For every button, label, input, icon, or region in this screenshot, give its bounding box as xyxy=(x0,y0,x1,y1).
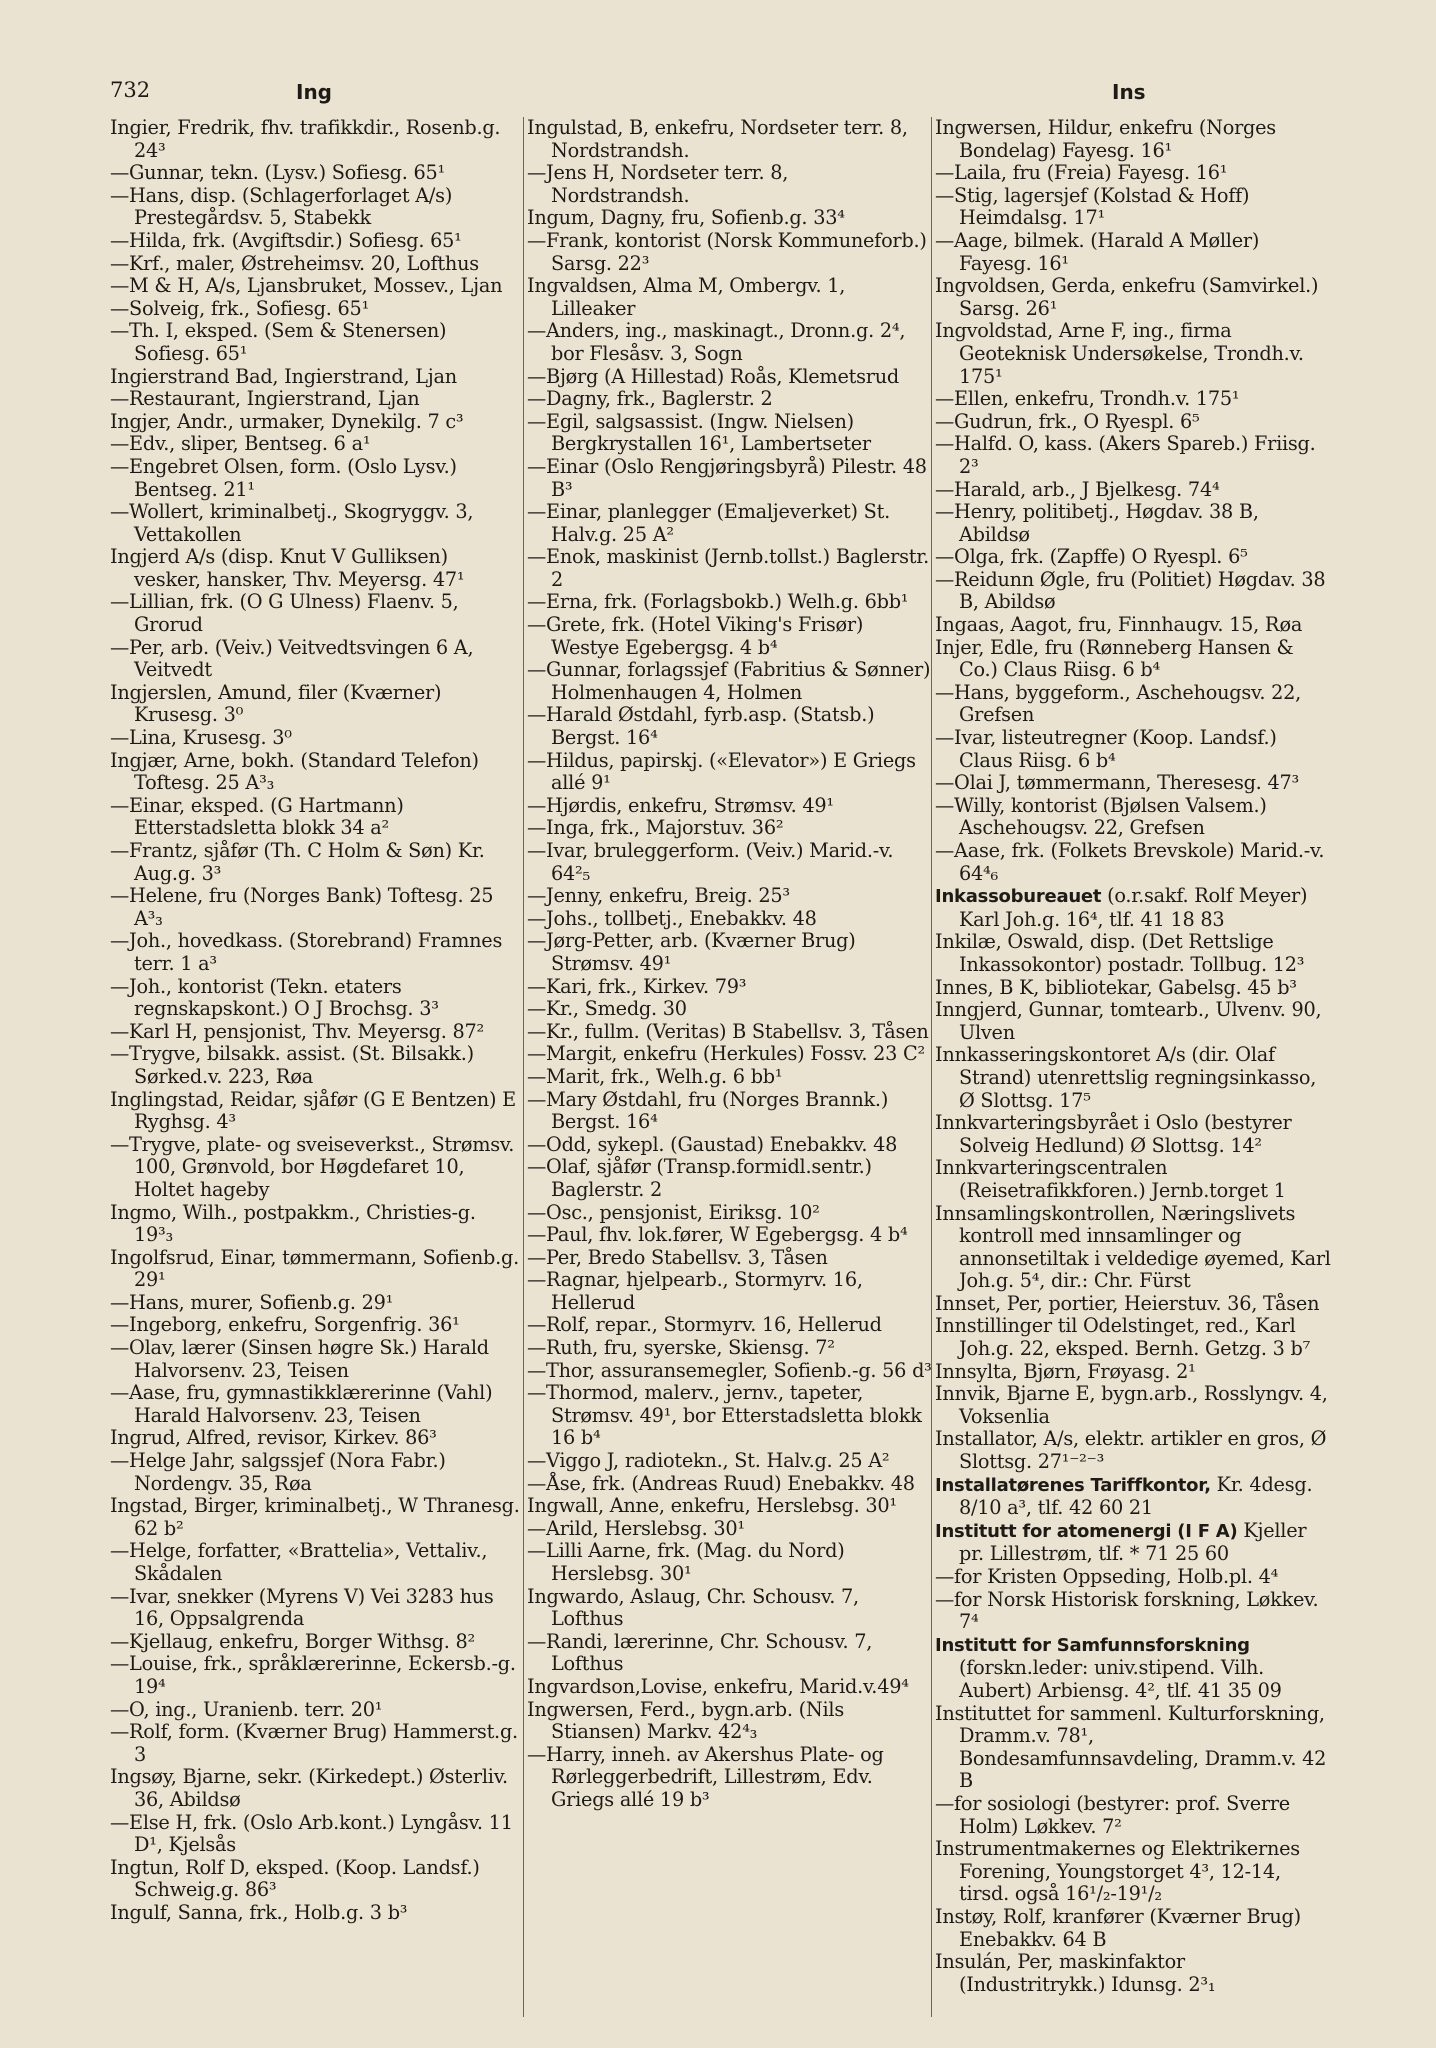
entry-text: Innes, B K, bibliotekar, Gabelsg. 45 b³ xyxy=(935,975,1297,999)
directory-entry xyxy=(527,501,932,546)
entry-text: Installator, A/s, elektr. artikler en gros, Ø Slottsg. 27¹⁻²⁻³ xyxy=(935,1427,1327,1474)
directory-entry xyxy=(935,230,1335,275)
entry-text: —Einar, planlegger (Emaljeverket) St. Halv.g. 25 A² xyxy=(527,500,891,546)
directory-entry xyxy=(527,976,932,999)
directory-entry xyxy=(110,546,520,591)
directory-entry xyxy=(935,185,1335,230)
directory-column-3 xyxy=(931,117,1335,2017)
directory-entry xyxy=(527,366,932,389)
directory-entry xyxy=(527,1043,932,1066)
entry-text: —Gunnar, forlagssjef (Fabritius & Sønner) Holmenhaugen 4, Holmen xyxy=(527,658,931,704)
directory-entry xyxy=(527,1269,932,1314)
entry-text: —Trygve, plate- og sveiseverkst., Strømsv. 100, Grønvold, bor Høgdefaret 10, Holtet hageby xyxy=(110,1132,515,1201)
directory-entry xyxy=(110,162,520,185)
entry-text: Ingvaldsen, Alma M, Ombergv. 1, Lilleaker xyxy=(527,274,846,320)
directory-entry xyxy=(110,185,520,230)
entry-text: —Rolf, form. (Kværner Brug) Hammerst.g. 3 xyxy=(110,1720,518,1766)
directory-column-2 xyxy=(523,117,932,2017)
entry-text: —Hilda, frk. (Avgiftsdir.) Sofiesg. 65¹ xyxy=(110,228,462,252)
page-header xyxy=(0,78,1436,108)
directory-entry xyxy=(110,1247,520,1292)
directory-entry xyxy=(110,1902,520,1925)
directory-entry xyxy=(935,885,1335,931)
directory-entry xyxy=(527,230,932,275)
entry-text: —Olai J, tømmermann, Theresesg. 47³ xyxy=(935,771,1299,795)
directory-entry xyxy=(110,1721,520,1766)
directory-entry xyxy=(527,1631,932,1676)
directory-entry xyxy=(110,298,520,321)
entry-text: —Frank, kontorist (Norsk Kommuneforb.) Sarsg. 22³ xyxy=(527,228,927,275)
directory-entry xyxy=(110,1495,520,1540)
entry-text: —Aage, bilmek. (Harald A Møller) Fayesg. 16¹ xyxy=(935,228,1260,275)
directory-entry xyxy=(935,1428,1335,1473)
entry-text: —Joh., kontorist (Tekn. etaters regnskapskont.) O J Brochsg. 3³ xyxy=(110,974,439,1021)
entry-text: Insulán, Per, maskinfaktor (Industritrykk.) Idunsg. 2³₁ xyxy=(935,1950,1216,1996)
entry-text: Innkvarteringscentralen (Reisetrafikkforen.) Jernb.torget 1 xyxy=(935,1156,1286,1202)
entry-text: —Trygve, bilsakk. assist. (St. Bilsakk.) Sørked.v. 223, Røa xyxy=(110,1042,474,1088)
entry-text: Injer, Edle, fru (Rønneberg Hansen & Co.) Claus Riisg. 6 b⁴ xyxy=(935,635,1294,682)
entry-text: —Erna, frk. (Forlagsbokb.) Welh.g. 6bb¹ xyxy=(527,590,909,614)
entry-text: —Louise, frk., språklærerinne, Eckersb.-g. 19⁴ xyxy=(110,1652,516,1698)
directory-entry xyxy=(110,1382,520,1427)
directory-entry xyxy=(935,1315,1335,1360)
directory-entry xyxy=(110,366,520,389)
directory-entry xyxy=(110,1427,520,1450)
entry-text: —for Norsk Historisk forskning, Løkkev. 7⁴ xyxy=(935,1587,1319,1634)
entry-text: —Hjørdis, enkefru, Strømsv. 49¹ xyxy=(527,793,834,817)
directory-entry xyxy=(935,1383,1335,1428)
entry-text: —Solveig, frk., Sofiesg. 65¹ xyxy=(110,296,370,320)
entry-bold-name: Institutt for atomenergi (I F A) xyxy=(935,1520,1238,1542)
entry-text: —Bjørg (A Hillestad) Roås, Klemetsrud xyxy=(527,364,899,388)
directory-entry xyxy=(527,1518,932,1541)
entry-text: Innvik, Bjarne E, bygn.arb., Rosslyngv. 4, Voksenlia xyxy=(935,1382,1328,1428)
entry-text: —Helene, fru (Norges Bank) Toftesg. 25 A³₃ xyxy=(110,884,494,930)
entry-text: —Ivar, bruleggerform. (Veiv.) Marid.-v. 64²₅ xyxy=(527,839,894,885)
entry-text: —Thormod, malerv., jernv., tapeter, Strømsv. 49¹, bor Etterstadsletta blokk 16 b⁴ xyxy=(527,1381,922,1450)
entry-text: —Hans, disp. (Schlagerforlaget A/s) Prestegårdsv. 5, Stabekk xyxy=(110,183,453,230)
directory-entry xyxy=(527,998,932,1021)
directory-entry xyxy=(527,795,932,818)
directory-entry xyxy=(527,1473,932,1496)
entry-text: —Harald Østdahl, fyrb.asp. (Statsb.) Bergst. 16⁴ xyxy=(527,703,875,750)
directory-entry xyxy=(527,456,932,501)
directory-entry xyxy=(935,1906,1335,1951)
entry-text: —Gunnar, tekn. (Lysv.) Sofiesg. 65¹ xyxy=(110,161,446,185)
directory-entry xyxy=(110,388,520,411)
directory-entry xyxy=(110,411,520,434)
entry-text: —Reidunn Øgle, fru (Politiet) Høgdav. 38 B, Abildsø xyxy=(935,567,1326,614)
directory-entry xyxy=(527,1450,932,1473)
directory-entry xyxy=(527,704,932,749)
directory-entry xyxy=(527,1676,932,1699)
entry-text: —Arild, Herslebsg. 30¹ xyxy=(527,1516,745,1540)
entry-text: —Kr., Smedg. 30 xyxy=(527,997,687,1021)
directory-entry xyxy=(110,1314,520,1337)
directory-entry xyxy=(527,1540,932,1585)
directory-entry xyxy=(935,1203,1335,1293)
directory-entry xyxy=(110,885,520,930)
directory-entry xyxy=(110,1450,520,1495)
entry-text: —Else H, frk. (Oslo Arb.kont.) Lyngåsv. 11 D¹, Kjelsås xyxy=(110,1810,513,1857)
entry-text: —Krf., maler, Østreheimsv. 20, Lofthus xyxy=(110,251,479,275)
entry-text: —Johs., tollbetj., Enebakkv. 48 xyxy=(527,906,817,930)
directory-entry xyxy=(935,1044,1335,1112)
entry-text: Inglingstad, Reidar, sjåfør (G E Bentzen) E Ryghsg. 4³ xyxy=(110,1087,516,1134)
entry-text: —Thor, assuransemegler, Sofienb.-g. 56 d³ xyxy=(527,1358,932,1382)
directory-entry xyxy=(935,1566,1335,1589)
entry-text: —Harry, inneh. av Akershus Plate- og Rørleggerbedrift, Lillestrøm, Edv. Griegs allé 19 b³ xyxy=(527,1742,884,1811)
entry-text: —Dagny, frk., Baglerstr. 2 xyxy=(527,387,773,411)
entry-text: —Åse, frk. (Andreas Ruud) Enebakkv. 48 xyxy=(527,1471,915,1495)
entry-text: Ingwersen, Hildur, enkefru (Norges Bondelag) Fayesg. 16¹ xyxy=(935,117,1276,162)
entry-text: —Ellen, enkefru, Trondh.v. 175¹ xyxy=(935,387,1240,411)
directory-entry xyxy=(935,546,1335,569)
directory-entry xyxy=(935,1520,1335,1566)
entry-text: —Osc., pensjonist, Eiriksg. 10² xyxy=(527,1200,820,1224)
entry-text: —Karl H, pensjonist, Thv. Meyersg. 87² xyxy=(110,1019,484,1043)
directory-entry xyxy=(527,614,932,659)
entry-text: Inngjerd, Gunnar, tomtearb., Ulvenv. 90, Ulven xyxy=(935,998,1322,1044)
directory-entry xyxy=(527,817,932,840)
directory-entry xyxy=(527,1156,932,1201)
directory-entry xyxy=(110,1653,520,1698)
directory-entry xyxy=(935,433,1335,478)
directory-entry xyxy=(935,275,1335,320)
directory-entry xyxy=(110,117,520,162)
directory-entry xyxy=(110,1586,520,1631)
directory-entry xyxy=(527,1247,932,1270)
entry-text: —M & H, A/s, Ljansbruket, Mossev., Ljan xyxy=(110,274,503,298)
entry-text: —Margit, enkefru (Herkules) Fossv. 23 C² xyxy=(527,1042,925,1066)
entry-text: Innset, Per, portier, Heierstuv. 36, Tåsen xyxy=(935,1291,1320,1315)
directory-entry xyxy=(935,1293,1335,1316)
directory-entry xyxy=(110,682,520,727)
directory-entry xyxy=(527,1360,932,1383)
directory-entry xyxy=(110,501,520,546)
entry-text: —for sosiologi (bestyrer: prof. Sverre Holm) Løkkev. 7² xyxy=(935,1791,1290,1838)
directory-entry xyxy=(935,931,1335,976)
entry-text: Innsamlingskontrollen, Næringslivets kontroll med innsamlinger og annonsetiltak i veldedige øyemed, Karl Joh.g. 5⁴, dir.: Chr. Fürst xyxy=(935,1201,1331,1293)
entry-text: Ingvardson,Lovise, enkefru, Marid.v.49⁴ xyxy=(527,1674,909,1698)
directory-entry xyxy=(935,1474,1335,1520)
directory-entry xyxy=(110,1766,520,1811)
entry-text: —Einar, eksped. (G Hartmann) Etterstadsletta blokk 34 a² xyxy=(110,793,404,840)
directory-entry xyxy=(110,433,520,456)
directory-entry xyxy=(527,117,932,162)
directory-entry xyxy=(935,501,1335,546)
directory-entry xyxy=(935,479,1335,502)
directory-entry xyxy=(527,1021,932,1044)
entry-text: Ingjer, Andr., urmaker, Dynekilg. 7 c³ xyxy=(110,409,464,433)
entry-text: —Hans, byggeform., Aschehougsv. 22, Grefsen xyxy=(935,680,1302,727)
entry-text: —Restaurant, Ingierstrand, Ljan xyxy=(110,387,420,411)
running-head-last-word: Ins xyxy=(1112,80,1146,104)
entry-text: —Odd, sykepl. (Gaustad) Enebakkv. 48 xyxy=(527,1132,898,1156)
directory-entry xyxy=(527,546,932,591)
entry-text: —Kjellaug, enkefru, Borger Withsg. 8² xyxy=(110,1629,476,1653)
entry-text: —Harald, arb., J Bjelkesg. 74⁴ xyxy=(935,477,1220,501)
directory-entry xyxy=(527,930,932,975)
directory-entry xyxy=(110,976,520,1021)
entry-text: —Anders, ing., maskinagt., Dronn.g. 2⁴, bor Flesåsv. 3, Sogn xyxy=(527,319,906,365)
entry-text: Ingierstrand Bad, Ingierstrand, Ljan xyxy=(110,364,457,388)
directory-entry xyxy=(110,750,520,795)
directory-entry xyxy=(527,840,932,885)
directory-entry xyxy=(935,1703,1335,1793)
directory-entry xyxy=(935,840,1335,885)
entry-text: (forskn.leder: univ.stipend. Vilh. Aubert) Arbiensg. 4², tlf. 41 35 09 xyxy=(959,1656,1282,1702)
entry-text: —Randi, lærerinne, Chr. Schousv. 7, Lofthus xyxy=(527,1629,873,1676)
entry-text: Ingjerd A/s (disp. Knut V Gulliksen) vesker, hansker, Thv. Meyersg. 47¹ xyxy=(110,545,465,591)
entry-text: —Edv., sliper, Bentseg. 6 a¹ xyxy=(110,432,371,456)
directory-entry xyxy=(935,1634,1335,1703)
entry-text: Ingtun, Rolf D, eksped. (Koop. Landsf.) Schweig.g. 86³ xyxy=(110,1855,480,1902)
directory-entry xyxy=(527,275,932,320)
entry-text: —Rolf, repar., Stormyrv. 16, Hellerud xyxy=(527,1313,882,1337)
entry-text: —Marit, frk., Welh.g. 6 bb¹ xyxy=(527,1064,783,1088)
entry-text: —Wollert, kriminalbetj., Skogryggv. 3, Vettakollen xyxy=(110,500,474,546)
directory-entry xyxy=(527,1089,932,1134)
entry-text: —Aase, frk. (Folkets Brevskole) Marid.-v. 64⁴₆ xyxy=(935,839,1325,885)
entry-text: —Ivar, snekker (Myrens V) Vei 3283 hus 16, Oppsalgrenda xyxy=(110,1584,494,1631)
directory-entry xyxy=(110,1021,520,1044)
directory-entry xyxy=(935,1793,1335,1838)
entry-text: —Helge Jahr, salgssjef (Nora Fabr.) Nordengv. 35, Røa xyxy=(110,1449,446,1495)
entry-bold-name: Inkassobureauet xyxy=(935,886,1102,908)
directory-entry xyxy=(935,411,1335,434)
entry-text: —Olaf, sjåfør (Transp.formidl.sentr.) Baglerstr. 2 xyxy=(527,1155,872,1201)
directory-entry xyxy=(110,637,520,682)
entry-text: Ingulstad, B, enkefru, Nordseter terr. 8, Nordstrandsh. xyxy=(527,117,908,162)
entry-text: Ingjerslen, Amund, filer (Kværner) Krusesg. 3⁰ xyxy=(110,680,442,727)
entry-text: Ingwersen, Ferd., bygn.arb. (Nils Stiansen) Markv. 42⁴₃ xyxy=(527,1697,844,1744)
entry-text: —Grete, frk. (Hotel Viking's Frisør) Westye Egebergsg. 4 b⁴ xyxy=(527,613,864,659)
directory-entry xyxy=(527,659,932,704)
entry-text: —Jørg-Petter, arb. (Kværner Brug) Strømsv. 49¹ xyxy=(527,929,856,975)
entry-text: —Kari, frk., Kirkev. 79³ xyxy=(527,974,747,998)
directory-entry xyxy=(935,320,1335,388)
directory-entry xyxy=(935,1157,1335,1202)
entry-text: —Ingeborg, enkefru, Sorgenfrig. 36¹ xyxy=(110,1313,460,1337)
entry-text: —Ivar, listeutregner (Koop. Landsf.) Claus Riisg. 6 b⁴ xyxy=(935,726,1277,772)
entry-text: —Per, Bredo Stabellsv. 3, Tåsen xyxy=(527,1245,828,1269)
entry-text: —Lilli Aarne, frk. (Mag. du Nord) Herslebsg. 30¹ xyxy=(527,1539,845,1585)
directory-entry xyxy=(935,1838,1335,1906)
directory-entry xyxy=(935,727,1335,772)
entry-text: —Helge, forfatter, «Brattelia», Vettaliv., Skådalen xyxy=(110,1539,488,1585)
directory-entry xyxy=(527,1744,932,1812)
directory-entry xyxy=(527,1134,932,1157)
directory-entry xyxy=(935,117,1335,162)
entry-text: —Ruth, fru, syerske, Skiensg. 7² xyxy=(527,1336,835,1360)
directory-entry xyxy=(527,1314,932,1337)
directory-entry xyxy=(110,320,520,365)
entry-text: —Henry, politibetj., Høgdav. 38 B, Abildsø xyxy=(935,500,1259,546)
entry-text: Instituttet for sammenl. Kulturforskning, Dramm.v. 78¹, Bondesamfunnsavdeling, Dramm.v. 42 B xyxy=(935,1701,1327,1793)
entry-text: Ingstad, Birger, kriminalbetj., W Thranesg. 62 b² xyxy=(110,1494,520,1540)
entry-text: —Joh., hovedkass. (Storebrand) Framnes terr. 1 a³ xyxy=(110,929,503,975)
entry-text: Innkasseringskontoret A/s (dir. Olaf Strand) utenrettslig regningsinkasso, Ø Slottsg. 17⁵ xyxy=(935,1043,1317,1112)
entry-text: —Lillian, frk. (O G Ulness) Flaenv. 5, Grorud xyxy=(110,590,459,637)
running-head-first-word: Ing xyxy=(296,80,332,104)
entry-text: —Jens H, Nordseter terr. 8, Nordstrandsh. xyxy=(527,161,789,207)
entry-text: Ingier, Fredrik, fhv. trafikkdir., Rosenb.g. 24³ xyxy=(110,117,501,162)
directory-entry xyxy=(935,614,1335,637)
directory-entry xyxy=(110,253,520,276)
directory-entry xyxy=(110,1089,520,1134)
directory-entry xyxy=(110,727,520,750)
directory-entry xyxy=(527,162,932,207)
directory-entry xyxy=(935,999,1335,1044)
directory-entry xyxy=(527,1586,932,1631)
directory-entry xyxy=(935,569,1335,614)
directory-entry xyxy=(110,930,520,975)
directory-entry xyxy=(527,1066,932,1089)
entry-text: —O, ing., Uranienb. terr. 20¹ xyxy=(110,1697,383,1721)
entry-text: —Halfd. O, kass. (Akers Spareb.) Friisg. 2³ xyxy=(935,432,1316,478)
entry-text: Innstillinger til Odelstinget, red., Karl Joh.g. 22, eksped. Bernh. Getzg. 3 b⁷ xyxy=(935,1314,1311,1361)
entry-text: —Lina, Krusesg. 3⁰ xyxy=(110,726,292,750)
entry-text: Ingolfsrud, Einar, tømmermann, Sofienb.g. 29¹ xyxy=(110,1245,519,1292)
directory-entry xyxy=(527,1202,932,1225)
entry-text: —Frantz, sjåfør (Th. C Holm & Søn) Kr. Aug.g. 3³ xyxy=(110,839,485,885)
entry-text: —Einar (Oslo Rengjøringsbyrå) Pilestr. 48 B³ xyxy=(527,454,927,501)
directory-entry xyxy=(110,840,520,885)
entry-text: —Egil, salgsassist. (Ingw. Nielsen) Bergkrystallen 16¹, Lambertseter xyxy=(527,409,871,456)
directory-entry xyxy=(110,1812,520,1857)
entry-text: (o.r.sakf. Rolf Meyer) Karl Joh.g. 16⁴, tlf. 41 18 83 xyxy=(959,884,1308,931)
entry-text: —Th. I, eksped. (Sem & Stenersen) Sofiesg. 65¹ xyxy=(110,319,447,365)
directory-entry xyxy=(110,1540,520,1585)
entry-text: —Hans, murer, Sofienb.g. 29¹ xyxy=(110,1290,394,1314)
directory-entry xyxy=(110,1699,520,1722)
directory-entry xyxy=(935,1589,1335,1634)
entry-text: —Aase, fru, gymnastikklærerinne (Vahl) Harald Halvorsenv. 23, Teisen xyxy=(110,1381,493,1427)
page-number: 732 xyxy=(110,78,151,102)
entry-text: —Kr., fullm. (Veritas) B Stabellsv. 3, Tåsen xyxy=(527,1019,929,1043)
entry-text: —Per, arb. (Veiv.) Veitvedtsvingen 6 A, Veitvedt xyxy=(110,635,474,682)
directory-entry xyxy=(110,1134,520,1202)
entry-text: Ingum, Dagny, fru, Sofienb.g. 33⁴ xyxy=(527,206,845,230)
directory-entry xyxy=(527,591,932,614)
entry-text: —for Kristen Oppseding, Holb.pl. 4⁴ xyxy=(935,1565,1279,1588)
directory-entry xyxy=(110,795,520,840)
directory-entry xyxy=(527,1337,932,1360)
directory-entry xyxy=(110,230,520,253)
directory-entry xyxy=(527,1382,932,1450)
directory-entry xyxy=(527,1699,932,1744)
entry-text: Ingulf, Sanna, frk., Holb.g. 3 b³ xyxy=(110,1900,408,1924)
directory-entry xyxy=(527,750,932,795)
entry-text: Kr. 4desg. 8/10 a³, tlf. 42 60 21 xyxy=(959,1472,1313,1520)
directory-entry xyxy=(935,162,1335,185)
directory-entry xyxy=(527,207,932,230)
entry-text: Ingjær, Arne, bokh. (Standard Telefon) Toftesg. 25 A³₃ xyxy=(110,748,479,795)
entry-text: Ingwardo, Aslaug, Chr. Schousv. 7, Lofthus xyxy=(527,1584,859,1631)
directory-entry xyxy=(110,1202,520,1247)
entry-text: —Olav, lærer (Sinsen høgre Sk.) Harald Halvorsenv. 23, Teisen xyxy=(110,1336,489,1382)
entry-text: Innkvarteringsbyrået i Oslo (bestyrer Solveig Hedlund) Ø Slottsg. 14² xyxy=(935,1111,1292,1157)
entry-text: —Hildus, papirskj. («Elevator») E Griegs allé 9¹ xyxy=(527,748,916,795)
directory-entry xyxy=(527,908,932,931)
directory-entry xyxy=(935,388,1335,411)
entry-text: —Olga, frk. (Zapffe) O Ryespl. 6⁵ xyxy=(935,545,1248,569)
entry-text: Ingvoldstad, Arne F, ing., firma Geoteknisk Undersøkelse, Trondh.v. 175¹ xyxy=(935,319,1304,388)
directory-entry xyxy=(110,1631,520,1654)
directory-entry xyxy=(527,388,932,411)
directory-entry xyxy=(935,682,1335,727)
directory-entry xyxy=(527,411,932,456)
entry-text: —Gudrun, frk., O Ryespl. 6⁵ xyxy=(935,409,1200,433)
directory-column-1 xyxy=(110,117,520,2017)
entry-text: —Viggo J, radiotekn., St. Halv.g. 25 A² xyxy=(527,1449,890,1473)
entry-text: —Inga, frk., Majorstuv. 36² xyxy=(527,816,784,840)
entry-text: —Enok, maskinist (Jernb.tollst.) Baglerstr. 2 xyxy=(527,545,930,591)
entry-text: —Stig, lagersjef (Kolstad & Hoff) Heimdalsg. 17¹ xyxy=(935,183,1250,230)
entry-bold-name: Installatørenes Tariffkontor, xyxy=(935,1474,1211,1496)
entry-text: Ingaas, Aagot, fru, Finnhaugv. 15, Røa xyxy=(935,613,1303,637)
entry-text: Kjeller pr. Lillestrøm, tlf. * 71 25 60 xyxy=(959,1518,1307,1566)
directory-entry xyxy=(110,1292,520,1315)
entry-text: —Paul, fhv. lok.fører, W Egebergsg. 4 b⁴ xyxy=(527,1223,908,1247)
entry-text: Ingvoldsen, Gerda, enkefru (Samvirkel.) Sarsg. 26¹ xyxy=(935,274,1319,320)
directory-entry xyxy=(935,795,1335,840)
directory-entry xyxy=(527,885,932,908)
entry-text: —Jenny, enkefru, Breig. 25³ xyxy=(527,884,790,908)
entry-text: Ingmo, Wilh., postpakkm., Christies-g. 19³₃ xyxy=(110,1200,476,1247)
directory-entry xyxy=(110,1043,520,1088)
directory-entry xyxy=(935,1112,1335,1157)
entry-text: —Laila, fru (Freia) Fayesg. 16¹ xyxy=(935,161,1228,185)
entry-bold-name: Institutt for Samfunnsforskning xyxy=(935,1634,1250,1656)
directory-entry xyxy=(527,1224,932,1247)
directory-entry xyxy=(527,320,932,365)
entry-text: Instøy, Rolf, kranfører (Kværner Brug) Enebakkv. 64 B xyxy=(935,1904,1301,1951)
entry-text: —Mary Østdahl, fru (Norges Brannk.) Bergst. 16⁴ xyxy=(527,1087,889,1134)
entry-text: Innsylta, Bjørn, Frøyasg. 2¹ xyxy=(935,1359,1196,1383)
directory-entry xyxy=(935,772,1335,795)
directory-entry xyxy=(527,1495,932,1518)
directory-entry xyxy=(110,591,520,636)
directory-entry xyxy=(110,456,520,501)
entry-text: Ingsøy, Bjarne, sekr. (Kirkedept.) Østerliv. 36, Abildsø xyxy=(110,1765,508,1811)
directory-entry xyxy=(935,637,1335,682)
directory-entry xyxy=(935,1361,1335,1384)
directory-entry xyxy=(110,1337,520,1382)
directory-entry xyxy=(935,977,1335,1000)
entry-text: —Willy, kontorist (Bjølsen Valsem.) Aschehougsv. 22, Grefsen xyxy=(935,793,1267,840)
entry-text: Instrumentmakernes og Elektrikernes Forening, Youngstorget 4³, 12-14, tirsd. også 16¹/₂-19¹/₂ xyxy=(935,1837,1300,1906)
entry-text: Ingrud, Alfred, revisor, Kirkev. 86³ xyxy=(110,1426,437,1450)
entry-text: Ingwall, Anne, enkefru, Herslebsg. 30¹ xyxy=(527,1494,897,1518)
directory-entry xyxy=(110,1857,520,1902)
entry-text: —Engebret Olsen, form. (Oslo Lysv.) Bentseg. 21¹ xyxy=(110,454,457,501)
directory-entry xyxy=(110,275,520,298)
entry-text: —Ragnar, hjelpearb., Stormyrv. 16, Hellerud xyxy=(527,1268,863,1314)
directory-entry xyxy=(935,1951,1335,1996)
entry-text: Inkilæ, Oswald, disp. (Det Rettslige Inkassokontor) postadr. Tollbug. 12³ xyxy=(935,930,1305,976)
